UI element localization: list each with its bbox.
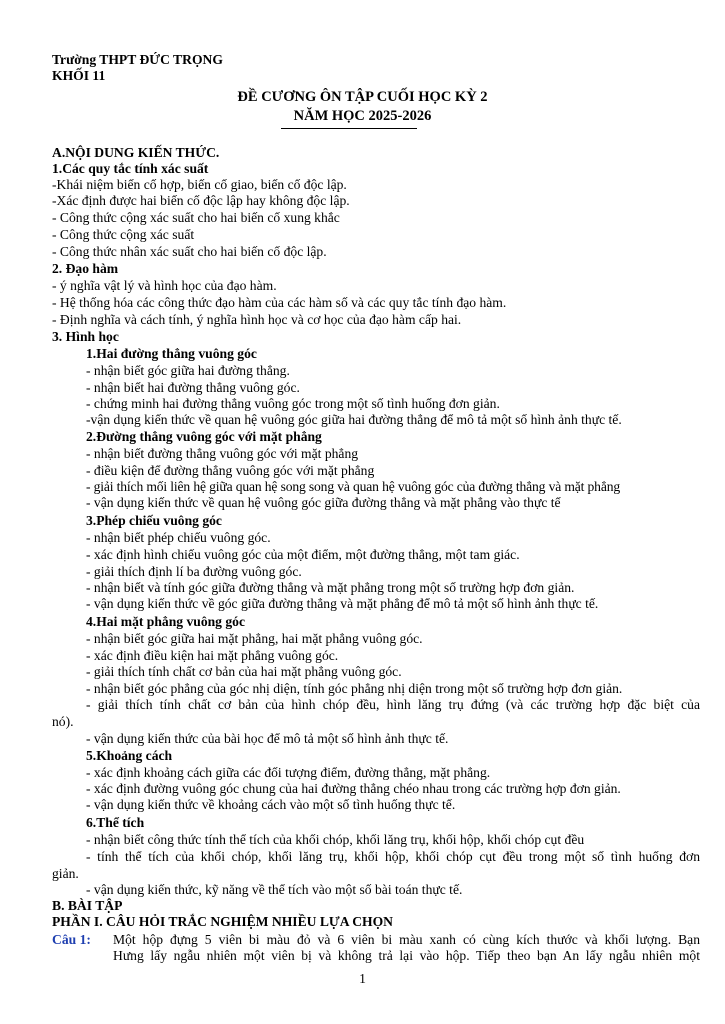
subsection-heading: 4.Hai mặt phẳng vuông góc (86, 614, 245, 629)
school-year: NĂM HỌC 2025-2026 (293, 108, 432, 124)
question-text: Hưng lấy ngẫu nhiên một viên bị và không trả lại vào hộp. Tiếp theo bạn An lấy ngẫu nhiên một (113, 948, 700, 963)
list-item: - Định nghĩa và cách tính, ý nghĩa hình học và cơ học của đạo hàm cấp hai. (52, 312, 462, 327)
subsection-heading: 1.Hai đường thẳng vuông góc (86, 346, 257, 361)
list-item: - Hệ thống hóa các công thức đạo hàm của các hàm số và các quy tắc tính đạo hàm. (52, 295, 507, 310)
list-item: -vận dụng kiến thức về quan hệ vuông góc giữa hai đường thẳng để mô tả một số hình ảnh thực tế. (86, 412, 622, 427)
list-item-continuation: giản. (52, 866, 79, 881)
list-item: - giải thích tính chất cơ bản của hình chóp đều, hình lăng trụ đứng (và các trường hợp đặc biệt của (86, 697, 700, 712)
subsection-heading: 2.Đường thẳng vuông góc với mặt phẳng (86, 429, 322, 444)
list-item: - nhận biết góc phẳng của góc nhị diện, tính góc phẳng nhị diện trong một số trường hợp đơn giản. (86, 681, 623, 696)
list-item: - vận dụng kiến thức về quan hệ vuông góc giữa đường thẳng và mặt phẳng vào thực tế (86, 495, 561, 510)
list-item: - chứng minh hai đường thẳng vuông góc trong một số tình huống đơn giản. (86, 396, 500, 411)
list-item: - Công thức cộng xác suất cho hai biến cố xung khắc (52, 210, 340, 225)
subsection-heading: 5.Khoảng cách (86, 748, 173, 763)
section-b-heading: B. BÀI TẬP (52, 898, 123, 913)
subsection-heading: 6.Thể tích (86, 815, 145, 830)
list-item: - nhận biết phép chiếu vuông góc. (86, 530, 271, 545)
title-underline (281, 128, 417, 129)
section-1-heading: 1.Các quy tắc tính xác suất (52, 161, 209, 176)
list-item: - nhận biết và tính góc giữa đường thẳng và mặt phẳng trong một số trường hợp đơn giản. (86, 580, 575, 595)
list-item: - tính thể tích của khối chóp, khối lăng trụ, khối hộp, khối chóp cụt đều trong một số tình huống đơn (86, 849, 700, 864)
list-item: - Công thức cộng xác suất (52, 227, 195, 242)
list-item: - vận dụng kiến thức của bài học để mô tả một số hình ảnh thực tế. (86, 731, 449, 746)
part-1-heading: PHẦN I. CÂU HỎI TRẮC NGHIỆM NHIỀU LỰA CHỌN (52, 914, 393, 929)
list-item: - vận dụng kiến thức về góc giữa đường thẳng và mặt phẳng để mô tả một số hình ảnh thực tế. (86, 596, 599, 611)
question-label: Câu 1: (52, 932, 91, 947)
question-text: Một hộp đựng 5 viên bi màu đỏ và 6 viên bi màu xanh có cùng kích thước và khối lượng. Bạn (113, 932, 700, 947)
list-item: - giải thích tính chất cơ bản của hai mặt phẳng vuông góc. (86, 664, 402, 679)
list-item: -Khái niệm biến cố hợp, biến cố giao, biến cố độc lập. (52, 177, 347, 192)
document-title: ĐỀ CƯƠNG ÔN TẬP CUỐI HỌC KỲ 2 (237, 89, 488, 105)
list-item: - vận dụng kiến thức về khoảng cách vào một số tình huống thực tế. (86, 797, 456, 812)
section-2-heading: 2. Đạo hàm (52, 261, 119, 276)
list-item: - điều kiện để đường thẳng vuông góc với mặt phẳng (86, 463, 375, 478)
list-item: - vận dụng kiến thức, kỹ năng về thể tích vào một số bài toán thực tế. (86, 882, 463, 897)
list-item: - nhận biết hai đường thẳng vuông góc. (86, 380, 300, 395)
page-number: 1 (359, 971, 366, 986)
subsection-heading: 3.Phép chiếu vuông góc (86, 513, 222, 528)
list-item: - nhận biết công thức tính thể tích của khối chóp, khối lăng trụ, khối hộp, khối chóp cụt đều (86, 832, 585, 847)
grade-label: KHỐI 11 (52, 68, 106, 83)
list-item: -Xác định được hai biến cố độc lập hay không độc lập. (52, 193, 350, 208)
list-item-continuation: nó). (52, 714, 74, 729)
list-item: - xác định đường vuông góc chung của hai đường thẳng chéo nhau trong các trường hợp đơn giản. (86, 781, 621, 796)
list-item: - nhận biết góc giữa hai đường thẳng. (86, 363, 290, 378)
list-item: - giải thích định lí ba đường vuông góc. (86, 564, 302, 579)
list-item: - xác định hình chiếu vuông góc của một điểm, một đường thẳng, một tam giác. (86, 547, 520, 562)
list-item: - ý nghĩa vật lý và hình học của đạo hàm. (52, 278, 277, 293)
list-item: - xác định khoảng cách giữa các đối tượng điểm, đường thẳng, mặt phẳng. (86, 765, 491, 780)
list-item: - nhận biết góc giữa hai mặt phẳng, hai mặt phẳng vuông góc. (86, 631, 423, 646)
section-3-heading: 3. Hình học (52, 329, 119, 344)
school-name: Trường THPT ĐỨC TRỌNG (52, 52, 223, 67)
list-item: - Công thức nhân xác suất cho hai biến cố độc lập. (52, 244, 327, 259)
section-a-heading: A.NỘI DUNG KIẾN THỨC. (52, 145, 220, 160)
list-item: - xác định điều kiện hai mặt phẳng vuông góc. (86, 648, 339, 663)
list-item: - giải thích mối liên hệ giữa quan hệ song song và quan hệ vuông góc của đường thẳng và mặt phẳng (86, 479, 621, 494)
list-item: - nhận biết đường thẳng vuông góc với mặt phẳng (86, 446, 359, 461)
